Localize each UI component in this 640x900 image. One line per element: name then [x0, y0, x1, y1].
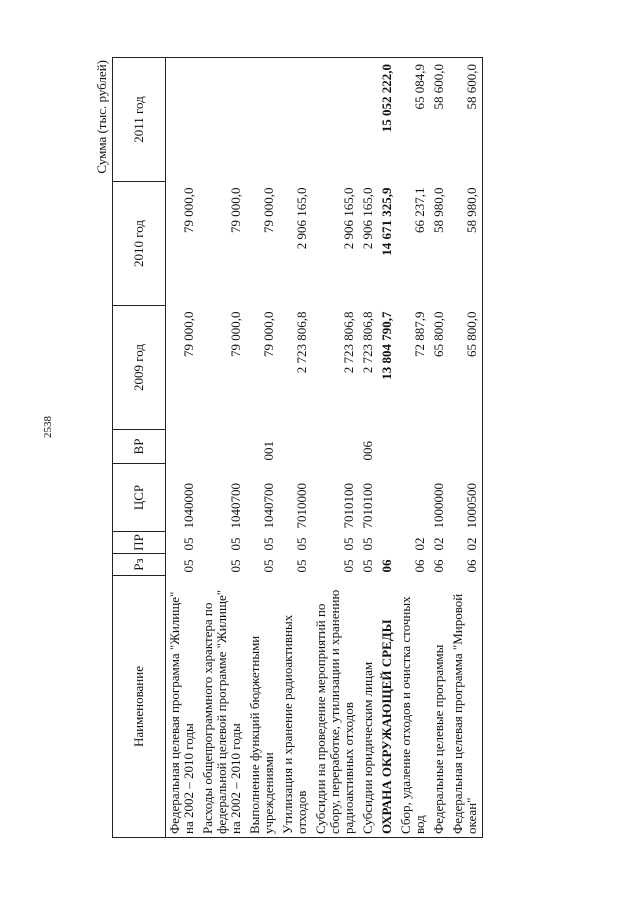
cell-pr: 05 — [360, 537, 375, 551]
cell-pr: 05 — [294, 537, 309, 551]
cell-rz: 05 — [341, 559, 356, 573]
table-row — [199, 58, 246, 838]
cell-csr: 1000000 — [431, 483, 446, 529]
cell-vr — [199, 430, 246, 464]
cell-pr: 02 — [449, 532, 483, 554]
header-2010: 2010 год — [113, 182, 166, 306]
cell-csr: 1000500 — [449, 464, 483, 532]
page-number: 2538 — [42, 416, 54, 438]
cell-2009: 65 800,0 — [431, 311, 446, 357]
cell-2010: 58 980,0 — [431, 187, 446, 233]
cell-csr: 7010100 — [341, 483, 356, 529]
unit-note: Сумма (тыс. рублей) — [94, 60, 109, 174]
cell-csr: 7010100 — [360, 483, 375, 529]
cell-name: Федеральная целевая программа "Жилище" на 2002 – 2010 годы — [166, 576, 200, 838]
cell-csr — [397, 464, 430, 532]
cell-2010: 58 980,0 — [449, 182, 483, 306]
cell-rz: 06 — [379, 559, 394, 573]
table-row — [378, 58, 397, 838]
cell-vr — [279, 430, 312, 464]
cell-rz: 05 — [228, 559, 243, 573]
header-name: Наименование — [113, 576, 166, 838]
cell-name: Субсидии юридическим лицам — [359, 576, 378, 838]
cell-2010: 2 906 165,0 — [360, 187, 375, 250]
cell-vr — [397, 430, 430, 464]
table-row — [430, 58, 449, 838]
cell-rz: 06 — [412, 559, 427, 573]
cell-name: Выполнение функций бюджетными учреждениями — [246, 576, 279, 838]
cell-csr: 1040700 — [228, 483, 243, 529]
cell-2011: 65 084,9 — [397, 58, 430, 182]
cell-pr: 05 — [341, 537, 356, 551]
cell-name: Сбор, удаление отходов и очистка сточных вод — [397, 576, 430, 838]
table-row — [449, 58, 483, 838]
cell-csr: 7010000 — [294, 483, 309, 529]
cell-pr: 05 — [228, 537, 243, 551]
cell-name: Расходы общепрограммного характера по федеральной целевой программе "Жилище" на 2002 – 2010 годы — [199, 576, 246, 838]
cell-vr — [449, 430, 483, 464]
cell-2010: 14 671 325,9 — [379, 187, 394, 256]
cell-2009: 65 800,0 — [449, 306, 483, 430]
cell-2009: 79 000,0 — [228, 311, 243, 357]
cell-rz: 05 — [360, 559, 375, 573]
cell-2009: 2 723 806,8 — [341, 311, 356, 374]
table-row — [359, 58, 378, 838]
table-row — [312, 58, 359, 838]
header-2011: 2011 год — [113, 58, 166, 182]
header-2009: 2009 год — [113, 306, 166, 430]
cell-2009: 2 723 806,8 — [360, 311, 375, 374]
cell-2010: 2 906 165,0 — [341, 187, 356, 250]
cell-rz: 06 — [431, 559, 446, 573]
cell-2010: 66 237,1 — [412, 187, 427, 233]
cell-pr: 02 — [431, 537, 446, 551]
cell-2011 — [246, 58, 279, 182]
cell-pr: 05 — [261, 537, 276, 551]
cell-2009: 79 000,0 — [261, 311, 276, 357]
cell-vr — [312, 430, 359, 464]
table-body — [166, 58, 483, 838]
cell-2009: 72 887,9 — [412, 311, 427, 357]
cell-2009: 2 723 806,8 — [294, 311, 309, 374]
cell-2011: 58 600,0 — [449, 58, 483, 182]
cell-rz: 05 — [261, 559, 276, 573]
table-row — [166, 58, 200, 838]
cell-2011 — [166, 58, 200, 182]
cell-pr: 05 — [181, 537, 196, 551]
cell-2009: 79 000,0 — [181, 311, 196, 357]
cell-rz: 05 — [294, 559, 309, 573]
cell-vr: 006 — [360, 441, 375, 461]
cell-2010: 79 000,0 — [181, 187, 196, 233]
cell-2011: 15 052 222,0 — [378, 58, 397, 182]
table-row — [246, 58, 279, 838]
cell-2011 — [359, 58, 378, 182]
cell-2010: 2 906 165,0 — [294, 187, 309, 250]
cell-name: Федеральная целевая программа "Мировой океан" — [449, 576, 483, 838]
table-row — [397, 58, 430, 838]
cell-2011: 58 600,0 — [430, 58, 449, 182]
header-csr: ЦСР — [113, 464, 166, 532]
cell-vr — [166, 430, 200, 464]
cell-2010: 79 000,0 — [261, 187, 276, 233]
cell-name: Утилизация и хранение радиоактивных отходов — [279, 576, 312, 838]
cell-vr — [430, 430, 449, 464]
cell-2009: 13 804 790,7 — [379, 311, 394, 380]
cell-2011 — [279, 58, 312, 182]
cell-name: ОХРАНА ОКРУЖАЮЩЕЙ СРЕДЫ — [378, 576, 397, 838]
header-rz: Рз — [113, 554, 166, 576]
header-vr: ВР — [113, 430, 166, 464]
cell-2010: 79 000,0 — [228, 187, 243, 233]
budget-table — [112, 57, 483, 838]
rotated-content — [92, 58, 562, 838]
cell-pr: 02 — [412, 537, 427, 551]
table-row — [279, 58, 312, 838]
cell-2011 — [312, 58, 359, 182]
cell-pr — [378, 532, 397, 554]
cell-csr: 1040700 — [261, 483, 276, 529]
cell-name: Федеральные целевые программы — [430, 576, 449, 838]
header-pr: ПР — [113, 532, 166, 554]
cell-rz: 06 — [449, 554, 483, 576]
cell-csr — [378, 464, 397, 532]
cell-vr: 001 — [261, 441, 276, 461]
cell-vr — [378, 430, 397, 464]
cell-rz: 05 — [181, 559, 196, 573]
table-header-row — [113, 58, 166, 838]
cell-name: Субсидии на проведение мероприятий по сбору, переработке, утилизации и хранению радиоактивных отходов — [312, 576, 359, 838]
cell-csr: 1040000 — [181, 483, 196, 529]
cell-2011 — [199, 58, 246, 182]
